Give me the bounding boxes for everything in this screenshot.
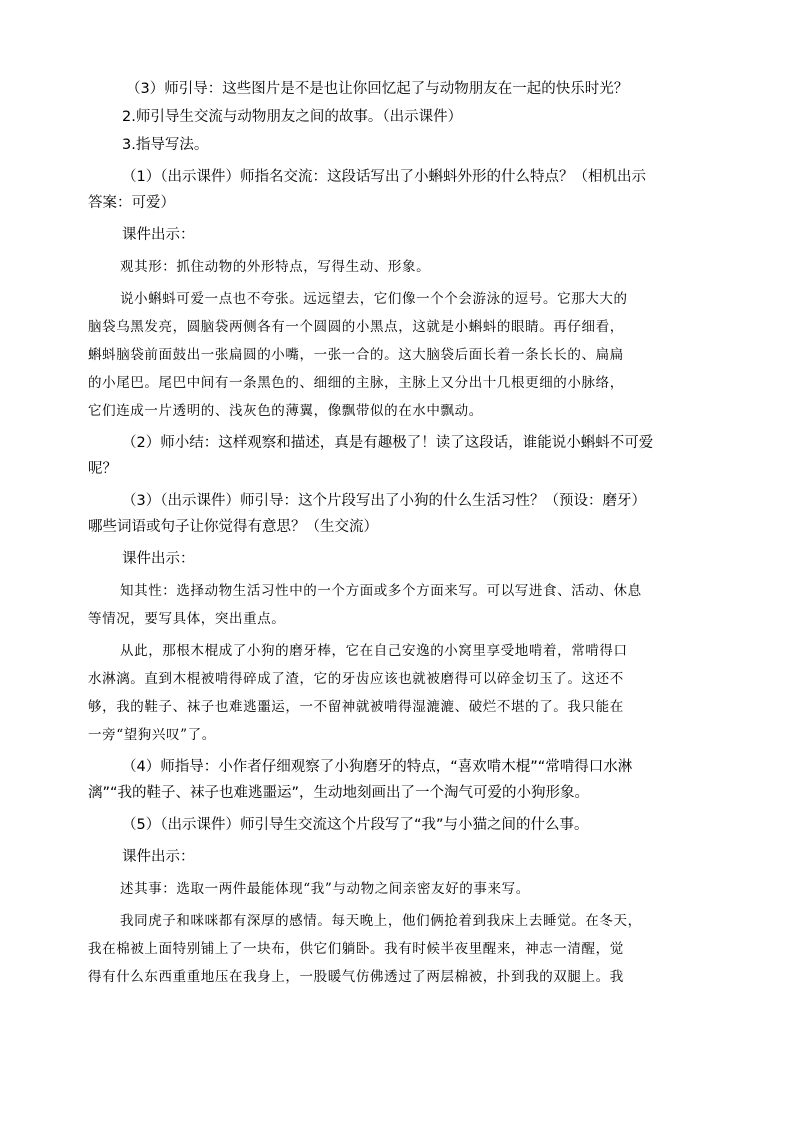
- sample-tadpole-line2: 脑袋乌黑发亮，圆脑袋两侧各有一个圆圆的小黑点，这就是小蝌蚪的眼睛。再仔细看，: [88, 319, 624, 335]
- paragraph-question-1-line1: （1）（出示课件）师指名交流：这段话写出了小蝌蚪外形的什么特点？（相机出示: [122, 169, 646, 185]
- sample-cat-line1: 我同虎子和咪咪都有深厚的感情。每天晚上，他们俩抢着到我床上去睡觉。在冬天，: [120, 913, 642, 929]
- courseware-label-3: 课件出示：: [122, 849, 195, 865]
- sample-tadpole-line3: 蝌蚪脑袋前面鼓出一张扁圆的小嘴，一张一合的。这大脑袋后面长着一条长长的、扁扁: [88, 347, 624, 363]
- paragraph-guide-4-line2: 漓”“我的鞋子、袜子也难逃噩运”，生动地刻画出了一个淘气可爱的小狗形象。: [88, 785, 590, 801]
- paragraph-question-3-line2: 哪些词语或句子让你觉得有意思？（生交流）: [88, 519, 378, 535]
- sample-heading-event: 述其事：选取一两件最能体现“我”与动物之间亲密友好的事来写。: [120, 881, 530, 897]
- paragraph-teacher-guide-3: （3）师引导：这些图片是不是也让你回忆起了与动物朋友在一起的快乐时光？: [126, 81, 629, 97]
- sample-dog-line4: 一旁“望狗兴叹”了。: [88, 727, 216, 743]
- sample-dog-line2: 水淋漓。直到木棍被啃得碎成了渣，它的牙齿应该也就被磨得可以碎金切玉了。这还不: [88, 671, 624, 687]
- sample-tadpole-line1: 说小蝌蚪可爱一点也不夸张。远远望去，它们像一个个会游泳的逗号。它那大大的: [120, 291, 628, 307]
- sample-heading-habit-line2: 等情况，要写具体，突出重点。: [88, 611, 286, 627]
- courseware-label-1: 课件出示：: [122, 227, 195, 243]
- paragraph-summary-2-line1: （2）师小结：这样观察和描述，真是有趣极了！读了这段话，谁能说小蝌蚪不可爱: [122, 435, 654, 451]
- paragraph-step-3: 3.指导写法。: [122, 137, 209, 153]
- courseware-label-2: 课件出示：: [122, 551, 195, 567]
- paragraph-question-3-line1: （3）（出示课件）师引导：这个片段写出了小狗的什么生活习性？（预设：磨牙）: [122, 493, 646, 509]
- paragraph-summary-2-line2: 呢？: [88, 461, 117, 477]
- sample-cat-line2: 我在棉被上面特别铺上了一块布，供它们躺卧。我有时候半夜里醒来，神志一清醒，觉: [88, 941, 624, 957]
- paragraph-guide-5: （5）（出示课件）师引导生交流这个片段写了“我”与小猫之间的什么事。: [122, 817, 589, 833]
- paragraph-question-1-line2: 答案：可爱）: [88, 195, 175, 211]
- sample-dog-line1: 从此，那根木棍成了小狗的磨牙棒，它在自己安逸的小窝里享受地啃着，常啃得口: [120, 643, 628, 659]
- sample-cat-line3: 得有什么东西重重地压在我身上，一股暖气仿佛透过了两层棉被，扑到我的双腿上。我: [88, 969, 624, 985]
- sample-dog-line3: 够，我的鞋子、袜子也难逃噩运，一不留神就被啃得湿漉漉、破烂不堪的了。我只能在: [88, 699, 624, 715]
- sample-heading-shape: 观其形：抓住动物的外形特点，写得生动、形象。: [120, 259, 431, 275]
- sample-tadpole-line4: 的小尾巴。尾巴中间有一条黑色的、细细的主脉，主脉上又分出十几根更细的小脉络，: [88, 375, 624, 391]
- sample-heading-habit-line1: 知其性：选择动物生活习性中的一个方面或多个方面来写。可以写进食、活动、休息: [120, 583, 642, 599]
- sample-tadpole-line5: 它们连成一片透明的、浅灰色的薄翼，像飘带似的在水中飘动。: [88, 403, 483, 419]
- paragraph-guide-4-line1: （4）师指导：小作者仔细观察了小狗磨牙的特点，“喜欢啃木棍”“常啃得口水淋: [122, 759, 633, 775]
- paragraph-step-2: 2.师引导生交流与动物朋友之间的故事。（出示课件）: [122, 109, 463, 125]
- document-page: [88, 76, 708, 990]
